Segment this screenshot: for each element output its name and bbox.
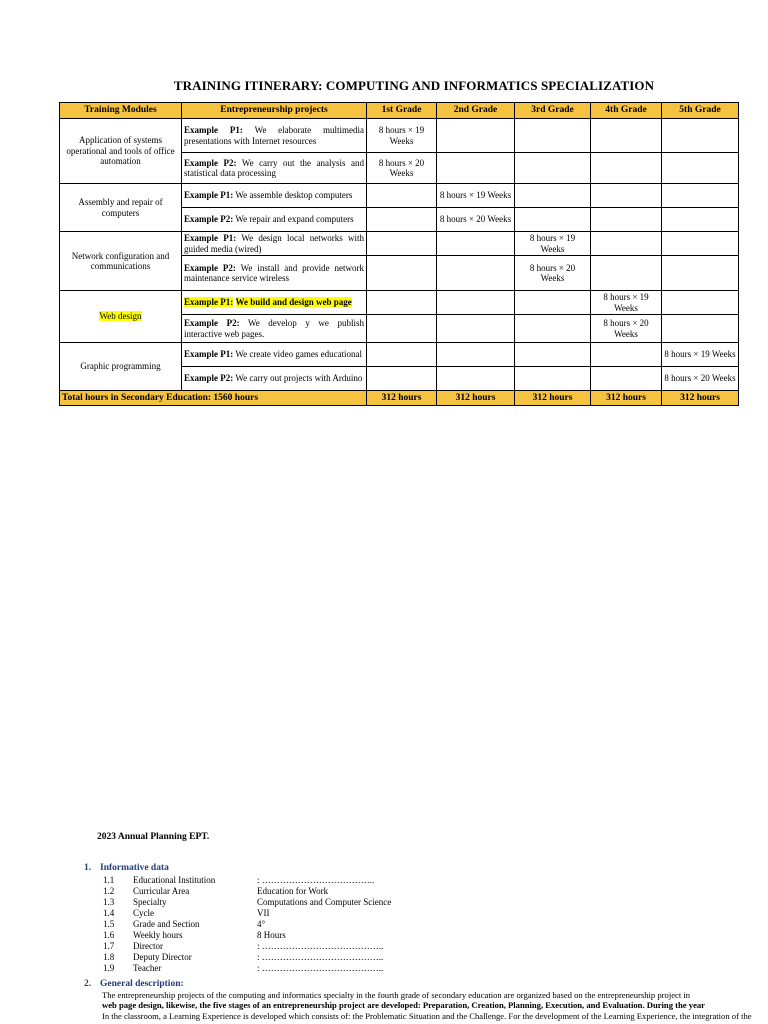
hours-value: 8 hours × 19 Weeks <box>378 125 425 146</box>
column-header: 1st Grade <box>367 103 437 119</box>
grade-cell <box>662 315 739 343</box>
training-module-name: Graphic programming <box>80 361 161 372</box>
project-description: We build and design web page <box>235 297 352 308</box>
project-label: Example P2: <box>184 157 237 168</box>
grade-total-hours: 312 hours <box>367 391 437 406</box>
hours-value: 8 hours × 19 Weeks <box>529 233 576 254</box>
project-cell <box>182 232 367 256</box>
info-number: 1.2 <box>103 886 115 896</box>
project-label: Example P2: <box>184 373 234 384</box>
total-row <box>60 391 739 406</box>
table-row <box>60 232 739 256</box>
info-row <box>103 919 265 930</box>
description-line: web page design, likewise, the five stages of an entrepreneurship project are developed: Preparation, Creation, Planning, Execution, and Evaluation. During the year <box>102 1000 705 1011</box>
grade-cell <box>591 184 662 208</box>
project-label: Example P1: <box>184 125 243 135</box>
table-header-row <box>60 103 739 119</box>
grade-cell <box>515 184 591 208</box>
project-label: Example P2: <box>184 318 240 328</box>
hours-value: 8 hours × 20 Weeks <box>529 262 576 283</box>
grade-cell <box>662 256 739 291</box>
grade-cell <box>662 153 739 184</box>
grade-cell <box>591 232 662 256</box>
hours-value: 8 hours × 20 Weeks <box>603 318 649 339</box>
grade-cell <box>367 256 437 291</box>
info-number: 1.7 <box>103 941 115 951</box>
column-header: 2nd Grade <box>437 103 515 119</box>
info-label: Cycle <box>133 908 154 918</box>
info-label: Director <box>133 941 163 951</box>
info-label: Teacher <box>133 963 162 973</box>
grade-cell <box>437 315 515 343</box>
hours-value: 8 hours × 20 Weeks <box>439 214 512 225</box>
grade-total-hours: 312 hours <box>662 391 739 406</box>
column-header: 5th Grade <box>662 103 739 119</box>
grade-cell <box>515 315 591 343</box>
column-header: 3rd Grade <box>515 103 591 119</box>
info-number: 1.9 <box>103 963 115 973</box>
general-description-text <box>102 990 768 1021</box>
section-title: Informative data <box>100 863 169 873</box>
section-number: 2. <box>84 979 92 989</box>
hours-value: 8 hours × 19 Weeks <box>664 349 736 360</box>
grade-cell <box>437 184 515 208</box>
grade-cell <box>515 232 591 256</box>
project-cell <box>182 119 367 153</box>
grade-cell <box>515 367 591 391</box>
info-number: 1.6 <box>103 930 115 940</box>
description-line: The entrepreneurship projects of the computing and informatics specialty in the fourth grade of secondary education are organized based on the entrepreneurship project in <box>102 990 691 1000</box>
grade-cell <box>437 153 515 184</box>
info-row <box>103 875 374 886</box>
project-label: Example P2: <box>184 214 234 225</box>
training-module-cell <box>60 291 182 343</box>
info-value: VII <box>257 908 270 918</box>
project-description: We elaborate multimedia presentations with Internet resources <box>184 125 365 146</box>
grade-cell <box>591 256 662 291</box>
column-header: 4th Grade <box>591 103 662 119</box>
info-label: Deputy Director <box>133 952 192 962</box>
annual-planning-title: 2023 Annual Planning EPT. <box>97 832 210 842</box>
grade-cell <box>515 343 591 367</box>
project-label: Example P1: <box>184 233 237 243</box>
document-title: TRAINING ITINERARY: COMPUTING AND INFORMATICS SPECIALIZATION <box>173 78 655 93</box>
info-row <box>103 963 383 974</box>
grade-cell <box>437 232 515 256</box>
training-module-cell <box>60 119 182 184</box>
grade-cell <box>437 256 515 291</box>
grade-cell <box>515 119 591 153</box>
grade-cell <box>437 367 515 391</box>
section-informative-data <box>84 863 169 874</box>
info-label: Grade and Section <box>133 919 200 929</box>
grade-cell <box>591 315 662 343</box>
project-description: We carry out projects with Arduino <box>235 373 363 384</box>
table-row <box>60 291 739 315</box>
training-module-name: Application of systems operational and tools of office automation <box>66 135 175 167</box>
grade-cell <box>662 184 739 208</box>
grade-cell <box>367 315 437 343</box>
grade-cell <box>662 367 739 391</box>
grade-cell <box>367 232 437 256</box>
grade-cell <box>367 291 437 315</box>
grade-cell <box>662 343 739 367</box>
info-label: Curricular Area <box>133 886 190 896</box>
project-description: We repair and expand computers <box>235 214 354 225</box>
grade-cell <box>515 256 591 291</box>
project-cell <box>182 367 367 391</box>
training-module-cell <box>60 343 182 391</box>
info-label: Educational Institution <box>133 875 216 885</box>
info-value: : ………………………………….. <box>257 963 384 973</box>
grade-cell <box>591 367 662 391</box>
grade-cell <box>367 367 437 391</box>
info-row <box>103 908 270 919</box>
grade-cell <box>515 291 591 315</box>
info-row <box>103 897 391 908</box>
project-cell <box>182 208 367 232</box>
grade-cell <box>662 119 739 153</box>
total-hours-label: Total hours in Secondary Education: 1560 hours <box>60 391 367 406</box>
grade-cell <box>367 208 437 232</box>
info-label: Specialty <box>133 897 167 907</box>
grade-cell <box>437 343 515 367</box>
grade-cell <box>437 291 515 315</box>
project-description: We create video games educational <box>235 349 363 360</box>
training-module-name: Web design <box>99 311 142 322</box>
project-cell <box>182 256 367 291</box>
info-number: 1.4 <box>103 908 115 918</box>
info-value: : ………………………………….. <box>257 941 384 951</box>
grade-cell <box>367 184 437 208</box>
project-cell <box>182 343 367 367</box>
info-label: Weekly hours <box>133 930 183 940</box>
info-row <box>103 952 383 963</box>
table-row <box>60 343 739 367</box>
project-label: Example P1: <box>184 190 234 201</box>
info-number: 1.8 <box>103 952 115 962</box>
hours-value: 8 hours × 19 Weeks <box>603 292 649 313</box>
info-value: : ………………………………….. <box>257 952 384 962</box>
grade-cell <box>591 343 662 367</box>
project-description: We assemble desktop computers <box>235 190 353 201</box>
grade-cell <box>515 153 591 184</box>
grade-cell <box>662 232 739 256</box>
hours-value: 8 hours × 20 Weeks <box>664 373 736 384</box>
project-description: We develop y we publish interactive web pages. <box>184 318 364 339</box>
grade-cell <box>367 153 437 184</box>
column-header: Entrepreneurship projects <box>182 103 367 119</box>
info-value: 4° <box>257 919 266 929</box>
info-value: Computations and Computer Science <box>257 897 392 907</box>
grade-cell <box>515 208 591 232</box>
info-number: 1.3 <box>103 897 115 907</box>
table-row <box>60 119 739 153</box>
info-row <box>103 930 286 941</box>
grade-cell <box>367 343 437 367</box>
grade-cell <box>437 208 515 232</box>
info-value: Education for Work <box>257 886 329 896</box>
grade-total-hours: 312 hours <box>437 391 515 406</box>
project-cell <box>182 291 367 315</box>
project-description: We carry out the analysis and statistical data processing <box>184 157 364 178</box>
info-value: : ……………………………….. <box>257 875 375 885</box>
info-number: 1.5 <box>103 919 115 929</box>
info-value: 8 Hours <box>257 930 286 940</box>
table-row <box>60 184 739 208</box>
grade-cell <box>437 119 515 153</box>
section-number: 1. <box>84 863 92 873</box>
project-description: We design local networks with guided media (wired) <box>184 233 364 254</box>
grade-cell <box>367 119 437 153</box>
grade-total-hours: 312 hours <box>515 391 591 406</box>
project-description: We install and provide network maintenance service wireless <box>184 262 365 283</box>
training-module-name: Network configuration and communications <box>71 250 170 271</box>
grade-cell <box>591 153 662 184</box>
grade-cell <box>662 291 739 315</box>
project-cell <box>182 184 367 208</box>
info-row <box>103 941 383 952</box>
hours-value: 8 hours × 19 Weeks <box>439 190 512 201</box>
grade-cell <box>591 291 662 315</box>
section-title: General description: <box>100 979 184 989</box>
section-general-description <box>84 979 184 990</box>
training-module-cell <box>60 184 182 232</box>
training-itinerary-table <box>59 102 739 406</box>
hours-value: 8 hours × 20 Weeks <box>378 157 425 178</box>
project-label: Example P1: <box>184 349 234 360</box>
training-module-name: Assembly and repair of computers <box>78 197 163 218</box>
project-label: Example P1: <box>184 297 234 308</box>
column-header: Training Modules <box>60 103 182 119</box>
grade-total-hours: 312 hours <box>591 391 662 406</box>
grade-cell <box>662 208 739 232</box>
project-cell <box>182 315 367 343</box>
training-module-cell <box>60 232 182 291</box>
info-row <box>103 886 328 897</box>
info-number: 1.1 <box>103 875 115 885</box>
grade-cell <box>591 208 662 232</box>
project-cell <box>182 153 367 184</box>
project-label: Example P2: <box>184 262 236 273</box>
description-line: In the classroom, a Learning Experience is developed which consists of: the Problematic Situation and the Challenge. For the development of the Learning Experience, the integration of the <box>102 1010 752 1021</box>
grade-cell <box>591 119 662 153</box>
